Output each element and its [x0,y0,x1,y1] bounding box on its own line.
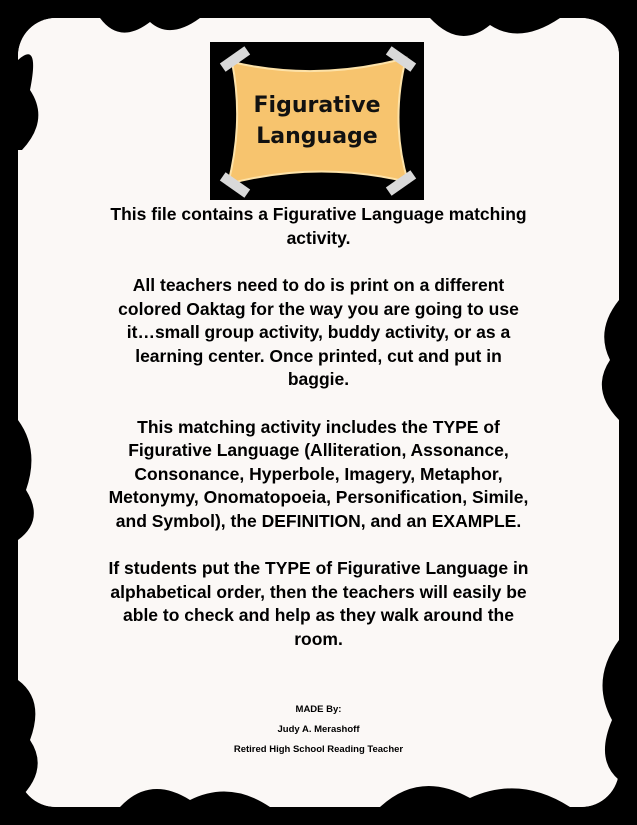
credits-label: MADE By: [295,704,342,715]
text-line: learning center. Once printed, cut and put in [135,345,502,366]
text-line: it…small group activity, buddy activity, or as a [126,322,511,342]
paragraph-tip [70,557,567,651]
text-line: All teachers need to do is print on a different [132,275,505,295]
text-line: able to check and help as they walk around the [123,605,514,625]
text-line: This matching activity includes the TYPE of [137,416,500,437]
text-line: Consonance, Hyperbole, Imagery, Metaphor, [134,463,503,484]
text-line: alphabetical order, then the teachers will easily be [110,581,527,602]
text-line: colored Oaktag for the way you are going to use [118,298,519,319]
text-line: baggie. [287,369,350,389]
credits [0,700,637,760]
title-banner [210,42,424,200]
paragraph-contents [70,416,567,534]
text-line: and Symbol), the DEFINITION, and an EXAMPLE. [115,510,522,531]
text-line: Figurative Language (Alliteration, Assonance, [128,440,509,460]
paragraph-intro [70,203,567,250]
banner-title-line1: Figurative [253,93,381,118]
text-line: room. [294,628,343,649]
credits-author: Judy A. Merashoff [277,724,360,735]
text-line: Metonymy, Onomatopoeia, Personification, Simile, [108,487,529,507]
text-line: If students put the TYPE of Figurative Language in [108,558,529,578]
banner-title-line2: Language [256,124,378,149]
text-line: This file contains a Figurative Language matching [110,204,527,224]
text-line: activity. [286,227,351,248]
description [70,203,567,675]
paragraph-instructions [70,274,567,392]
credits-role: Retired High School Reading Teacher [233,744,404,755]
